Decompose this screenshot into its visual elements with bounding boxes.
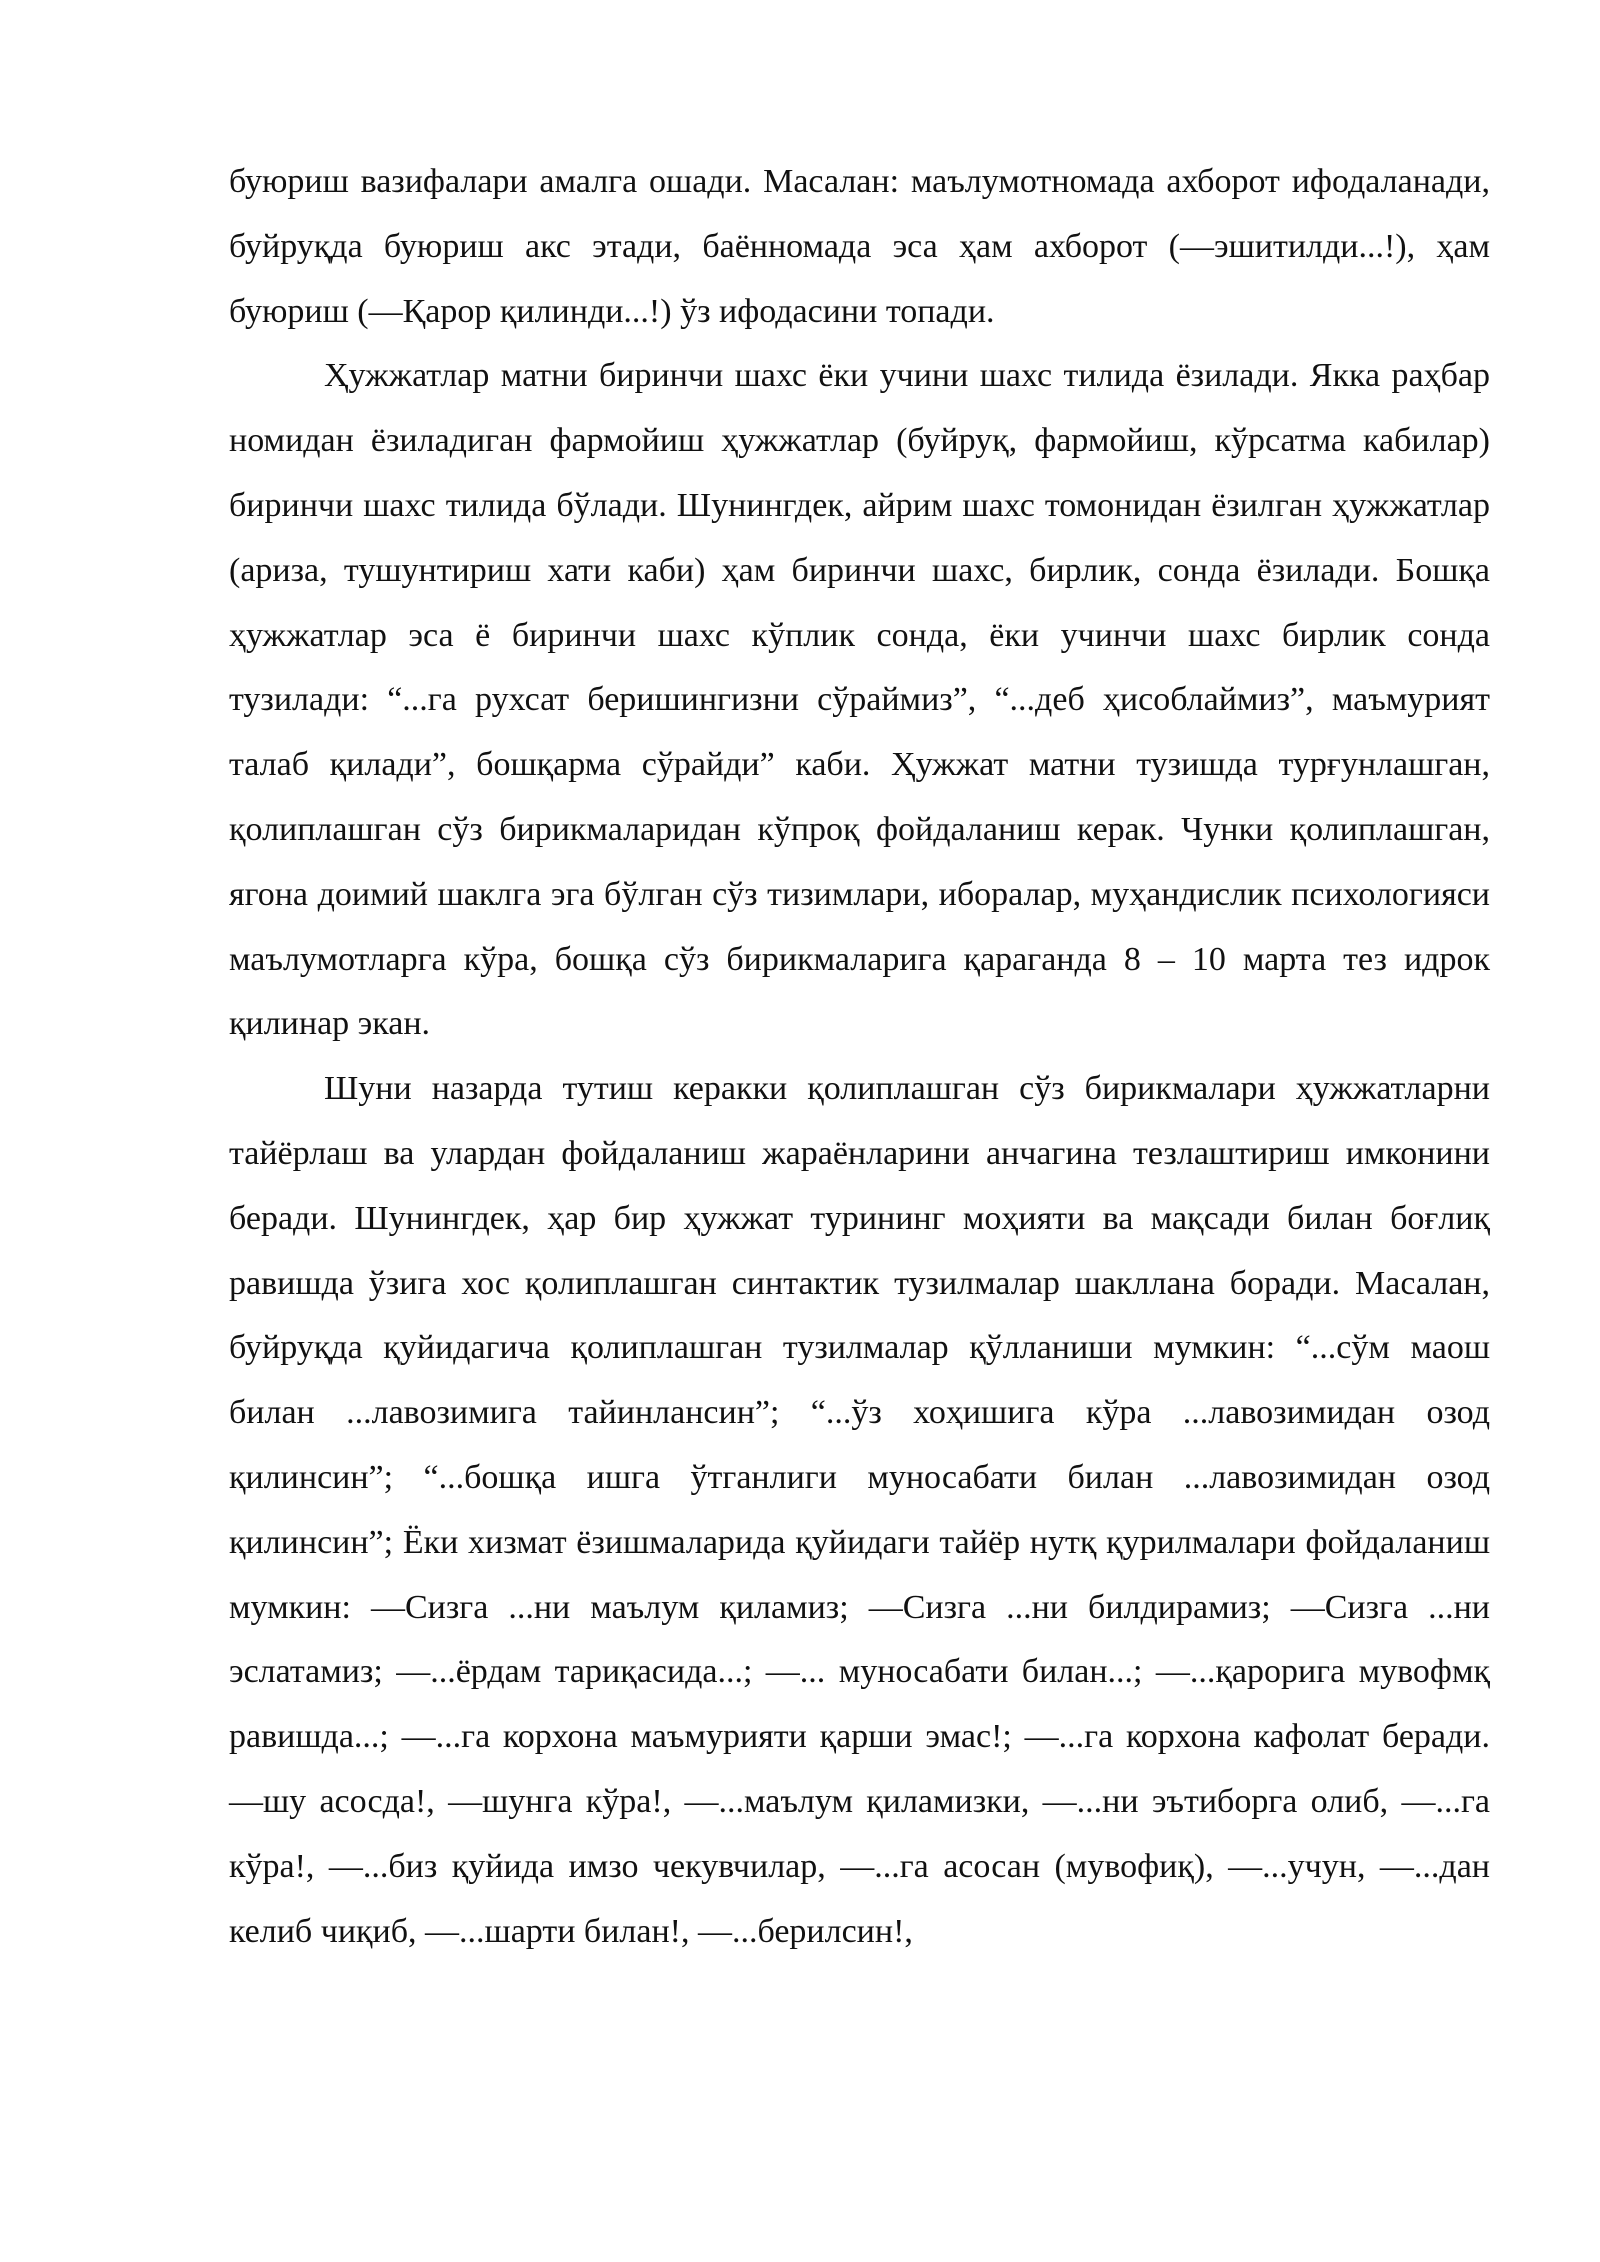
paragraph-2: Ҳужжатлар матни биринчи шахс ёки учини шахс тилида ёзилади. Якка раҳбар номидан ёзиладиган фармойиш ҳужжатлар (буйруқ, фармойиш, кўрсатма кабилар) биринчи шахс тилида бўлади. Шунингдек, айрим шахс томонидан ёзилган ҳужжатлар (ариза, тушунтириш хати каби) ҳам биринчи шахс, бирлик, сонда ёзилади. Бошқа ҳужжатлар эса ё биринчи шахс кўплик сонда, ёки учинчи шахс бирлик сонда тузилади: “...га рухсат беришингизни сўраймиз”, “...деб ҳисоблаймиз”, маъмурият талаб қилади”, бошқарма сўрайди” каби. Ҳужжат матни тузишда турғунлашган, қолиплашган сўз бирикмаларидан кўпроқ фойдаланиш керак. Чунки қолиплашган, ягона доимий шаклга эга бўлган сўз тизимлари, иборалар, муҳандислик психологияси маълумотларга кўра, бошқа сўз бирикмаларига қараганда 8 – 10 марта тез идрок қилинар экан. — [229, 357, 1490, 1043]
paragraph-1: буюриш вазифалари амалга ошади. Масалан: маълумотномада ахборот ифодаланади, буйруқда буюриш акс этади, баённомада эса ҳам ахборот (―эшитилди...!), ҳам буюриш (―Қарор қилинди...!) ўз ифодасини топади. — [229, 163, 1490, 330]
paragraph-3: Шуни назарда тутиш керакки қолиплашган сўз бирикмалари ҳужжатларни тайёрлаш ва улардан фойдаланиш жараёнларини анчагина тезлаштириш имконини беради. Шунингдек, ҳар бир ҳужжат турининг моҳияти ва мақсади билан боғлиқ равишда ўзига хос қолиплашган синтактик тузилмалар шакллана боради. Масалан, буйруқда қуйидагича қолиплашган тузилмалар қўлланиши мумкин: “...сўм маош билан ...лавозимига тайинлансин”; “...ўз хоҳишига кўра ...лавозимидан озод қилинсин”; “...бошқа ишга ўтганлиги муносабати билан ...лавозимидан озод қилинсин”; Ёки хизмат ёзишмаларида қуйидаги тайёр нутқ қурилмалари фойдаланиш мумкин: ―Сизга ...ни маълум қиламиз; ―Сизга ...ни билдирамиз; ―Сизга ...ни эслатамиз; ―...ёрдам тариқасида...; ―... муносабати билан...; ―...қарорига мувофмқ равишда...; ―...га корхона маъмурияти қарши эмас!; ―...га корхона кафолат беради. ―шу асосда!, ―шунга кўра!, ―...маълум қиламизки, ―...ни эътиборга олиб, ―...га кўра!, ―...биз қуйида имзо чекувчилар, ―...га асосан (мувофиқ), ―...учун, ―...дан келиб чиқиб, ―...шарти билан!, ―...берилсин!, — [229, 1070, 1490, 1950]
document-body — [229, 150, 1490, 1964]
